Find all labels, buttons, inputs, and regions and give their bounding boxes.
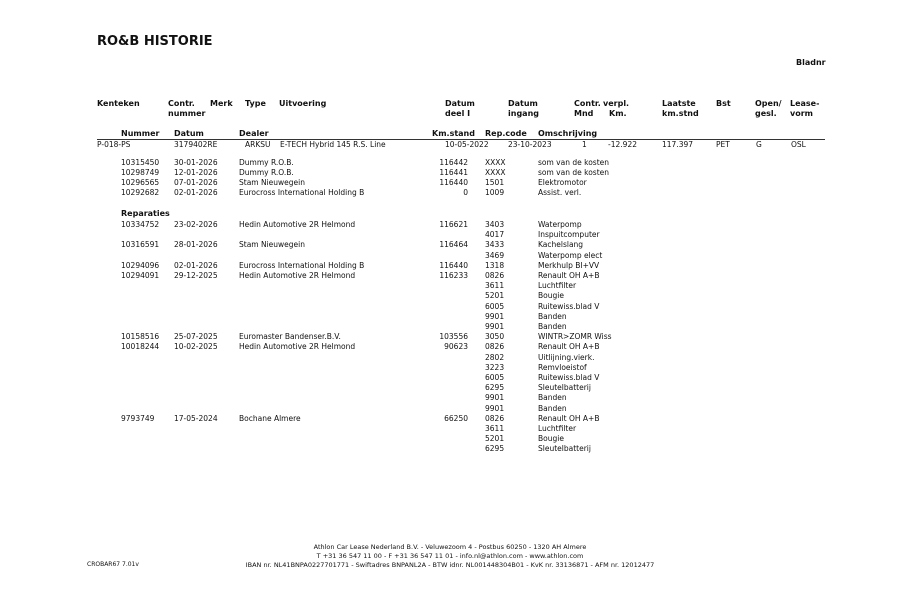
- row-repcode: 9901: [485, 403, 505, 413]
- row-omschrijving: WINTR>ZOMR Wiss: [538, 332, 612, 342]
- row-dealer: Euromaster Bandenser.B.V.: [239, 332, 341, 342]
- header-gesl: gesl.: [755, 109, 777, 118]
- row-repcode: 5201: [485, 291, 505, 301]
- page-number-label: Bladnr: [796, 58, 826, 67]
- row-omschrijving: Ruitewiss.blad V: [538, 373, 600, 382]
- row-datum: 12-01-2026: [174, 168, 218, 177]
- subheader-dealer: Dealer: [239, 129, 269, 138]
- row-omschrijving: Elektromotor: [538, 178, 587, 187]
- vehicle-laatste-km: 117.397: [662, 140, 694, 149]
- vehicle-verpl-km: -12.922: [608, 140, 637, 149]
- row-dealer: Eurocross International Holding B: [239, 260, 365, 270]
- row-repcode: 9901: [485, 393, 505, 403]
- row-kmstand: 116440: [439, 178, 468, 187]
- header-km: Km.: [609, 109, 627, 118]
- subheader-kmstand: Km.stand: [432, 129, 475, 138]
- row-omschrijving: Uitlijning.vierk.: [538, 352, 595, 362]
- subheader-repcode: Rep.code: [485, 129, 527, 138]
- row-repcode: 3050: [485, 332, 505, 342]
- row-repcode: XXXX: [485, 158, 506, 167]
- row-nummer: 10315450: [121, 158, 160, 167]
- vehicle-merk: ARKSU: [245, 140, 271, 149]
- row-repcode: 3433: [485, 240, 505, 250]
- row-omschrijving: Luchtfilter: [538, 424, 577, 433]
- row-nummer: 9793749: [121, 413, 155, 423]
- row-kmstand: 116442: [439, 158, 468, 167]
- row-omschrijving: Banden: [538, 311, 567, 321]
- footer-contact: T +31 36 547 11 00 - F +31 36 547 11 01 - info.nl@athlon.com - www.athlon.com: [316, 552, 584, 560]
- row-omschrijving: Waterpomp: [538, 220, 582, 229]
- row-datum: 28-01-2026: [174, 240, 218, 250]
- header-laatste: Laatste: [662, 99, 696, 108]
- form-code: CROBAR67 7.01v: [87, 561, 139, 568]
- row-dealer: Stam Nieuwegein: [239, 240, 306, 250]
- row-omschrijving: som van de kosten: [538, 158, 609, 167]
- row-datum: 23-02-2026: [174, 220, 218, 229]
- row-repcode: 3223: [485, 362, 505, 372]
- row-repcode: 3611: [485, 424, 505, 433]
- row-kmstand: 103556: [439, 332, 468, 342]
- row-omschrijving: Assist. verl.: [538, 188, 582, 197]
- header-lease: Lease-: [790, 99, 820, 108]
- header-mnd: Mnd: [574, 109, 594, 118]
- row-omschrijving: Renault OH A+B: [538, 271, 600, 280]
- header-merk: Merk: [210, 99, 233, 108]
- row-repcode: 6295: [485, 383, 505, 393]
- row-datum: 10-02-2025: [174, 342, 218, 352]
- row-nummer: 10296565: [121, 178, 160, 187]
- row-repcode: 2802: [485, 352, 505, 362]
- header-kenteken: Kenteken: [97, 99, 140, 108]
- row-repcode: 0826: [485, 413, 505, 423]
- row-omschrijving: Merkhulp BI+VV: [538, 260, 600, 270]
- row-datum: 02-01-2026: [174, 260, 218, 270]
- row-nummer: 10018244: [121, 342, 160, 352]
- row-omschrijving: Renault OH A+B: [538, 342, 600, 352]
- footer-address: Athlon Car Lease Nederland B.V. - Veluwezoom 4 - Postbus 60250 - 1320 AH Almere: [313, 543, 587, 551]
- row-repcode: 6005: [485, 301, 505, 311]
- row-dealer: Hedin Automotive 2R Helmond: [239, 271, 356, 280]
- row-omschrijving: som van de kosten: [538, 168, 609, 177]
- row-omschrijving: Waterpomp elect: [538, 250, 603, 260]
- row-omschrijving: Ruitewiss.blad V: [538, 301, 600, 311]
- row-omschrijving: Banden: [538, 393, 567, 403]
- row-repcode: 0826: [485, 271, 505, 280]
- row-dealer: Stam Nieuwegein: [239, 178, 306, 187]
- header-type: Type: [245, 99, 266, 108]
- row-kmstand: 116621: [439, 220, 468, 229]
- header-nummer: nummer: [168, 109, 206, 118]
- row-dealer: Dummy R.O.B.: [239, 168, 294, 177]
- row-kmstand: 116464: [439, 240, 468, 250]
- row-datum: 25-07-2025: [174, 332, 218, 342]
- subheader-nummer: Nummer: [121, 129, 160, 138]
- row-omschrijving: Banden: [538, 322, 567, 331]
- row-omschrijving: Bougie: [538, 434, 564, 444]
- row-repcode: 9901: [485, 311, 505, 321]
- row-repcode: 1501: [485, 178, 505, 187]
- footer-registration: IBAN nr. NL41BNPA0227701771 - Swiftadres BNPANL2A - BTW idnr. NL001448304B01 - KvK nr. 33136871 - AFM nr. 12012477: [245, 561, 655, 569]
- header-datum-deel1: Datum: [445, 99, 475, 108]
- row-kmstand: 66250: [444, 413, 468, 423]
- row-omschrijving: Inspuitcomputer: [538, 230, 600, 240]
- row-datum: 07-01-2026: [174, 178, 218, 187]
- row-omschrijving: Remvloeistof: [538, 362, 587, 372]
- row-nummer: 10294091: [121, 271, 160, 280]
- vehicle-contract: 3179402RE: [174, 140, 218, 149]
- row-dealer: Bochane Almere: [239, 413, 301, 423]
- row-nummer: 10334752: [121, 220, 160, 229]
- header-bst: Bst: [716, 99, 731, 108]
- header-ingang: ingang: [508, 109, 539, 118]
- row-datum: 30-01-2026: [174, 158, 218, 167]
- header-contr: Contr.: [168, 99, 195, 108]
- row-repcode: 1318: [485, 260, 505, 270]
- row-dealer: Hedin Automotive 2R Helmond: [239, 220, 356, 229]
- vehicle-datum-deel1: 10-05-2022: [445, 140, 489, 149]
- row-nummer: 10158516: [121, 332, 160, 342]
- row-kmstand: 116233: [439, 271, 468, 280]
- row-kmstand: 116441: [439, 168, 468, 177]
- row-repcode: 9901: [485, 322, 505, 331]
- row-repcode: 5201: [485, 434, 505, 444]
- header-deel1: deel I: [445, 109, 471, 118]
- row-dealer: Eurocross International Holding B: [239, 188, 365, 197]
- row-omschrijving: Banden: [538, 403, 567, 413]
- vehicle-leasevorm: OSL: [791, 140, 806, 149]
- vehicle-mnd: 1: [582, 140, 587, 149]
- row-kmstand: 90623: [444, 342, 468, 352]
- row-repcode: XXXX: [485, 168, 506, 177]
- row-repcode: 6295: [485, 444, 505, 454]
- row-nummer: 10298749: [121, 168, 160, 177]
- row-omschrijving: Sleutelbatterij: [538, 383, 591, 393]
- header-open: Open/: [755, 99, 782, 108]
- row-nummer: 10294096: [121, 260, 160, 270]
- header-uitvoering: Uitvoering: [279, 99, 327, 108]
- subheader-datum: Datum: [174, 129, 204, 138]
- vehicle-kenteken: P-018-PS: [97, 140, 131, 149]
- row-repcode: 1009: [485, 188, 505, 197]
- row-repcode: 3469: [485, 250, 505, 260]
- row-dealer: Dummy R.O.B.: [239, 158, 294, 167]
- row-datum: 02-01-2026: [174, 188, 218, 197]
- row-omschrijving: Sleutelbatterij: [538, 444, 591, 454]
- vehicle-uitvoering: E-TECH Hybrid 145 R.S. Line: [280, 140, 386, 149]
- row-nummer: 10316591: [121, 240, 160, 250]
- vehicle-bst: PET: [716, 140, 730, 149]
- row-repcode: 3611: [485, 281, 505, 291]
- row-kmstand: 0: [463, 188, 468, 197]
- vehicle-open-gesl: G: [756, 140, 762, 149]
- row-omschrijving: Bougie: [538, 291, 564, 301]
- header-vorm: vorm: [790, 109, 813, 118]
- section-reparaties: Reparaties: [121, 209, 170, 218]
- header-contr-mnd: Contr.: [574, 99, 601, 108]
- row-omschrijving: Luchtfilter: [538, 281, 577, 291]
- row-nummer: 10292682: [121, 188, 160, 197]
- page-title: RO&B HISTORIE: [97, 34, 213, 49]
- header-kmstnd: km.stnd: [662, 109, 699, 118]
- header-verpl: verpl.: [603, 99, 630, 108]
- row-datum: 29-12-2025: [174, 271, 218, 280]
- row-repcode: 6005: [485, 373, 505, 382]
- vehicle-datum-ingang: 23-10-2023: [508, 140, 552, 149]
- header-datum-ingang: Datum: [508, 99, 538, 108]
- row-dealer: Hedin Automotive 2R Helmond: [239, 342, 356, 352]
- row-omschrijving: Kachelslang: [538, 240, 584, 250]
- row-omschrijving: Renault OH A+B: [538, 413, 600, 423]
- row-repcode: 4017: [485, 230, 505, 240]
- row-kmstand: 116440: [439, 260, 468, 270]
- subheader-omschrijving: Omschrijving: [538, 129, 598, 138]
- row-datum: 17-05-2024: [174, 413, 218, 423]
- row-repcode: 3403: [485, 220, 505, 229]
- row-repcode: 0826: [485, 342, 505, 352]
